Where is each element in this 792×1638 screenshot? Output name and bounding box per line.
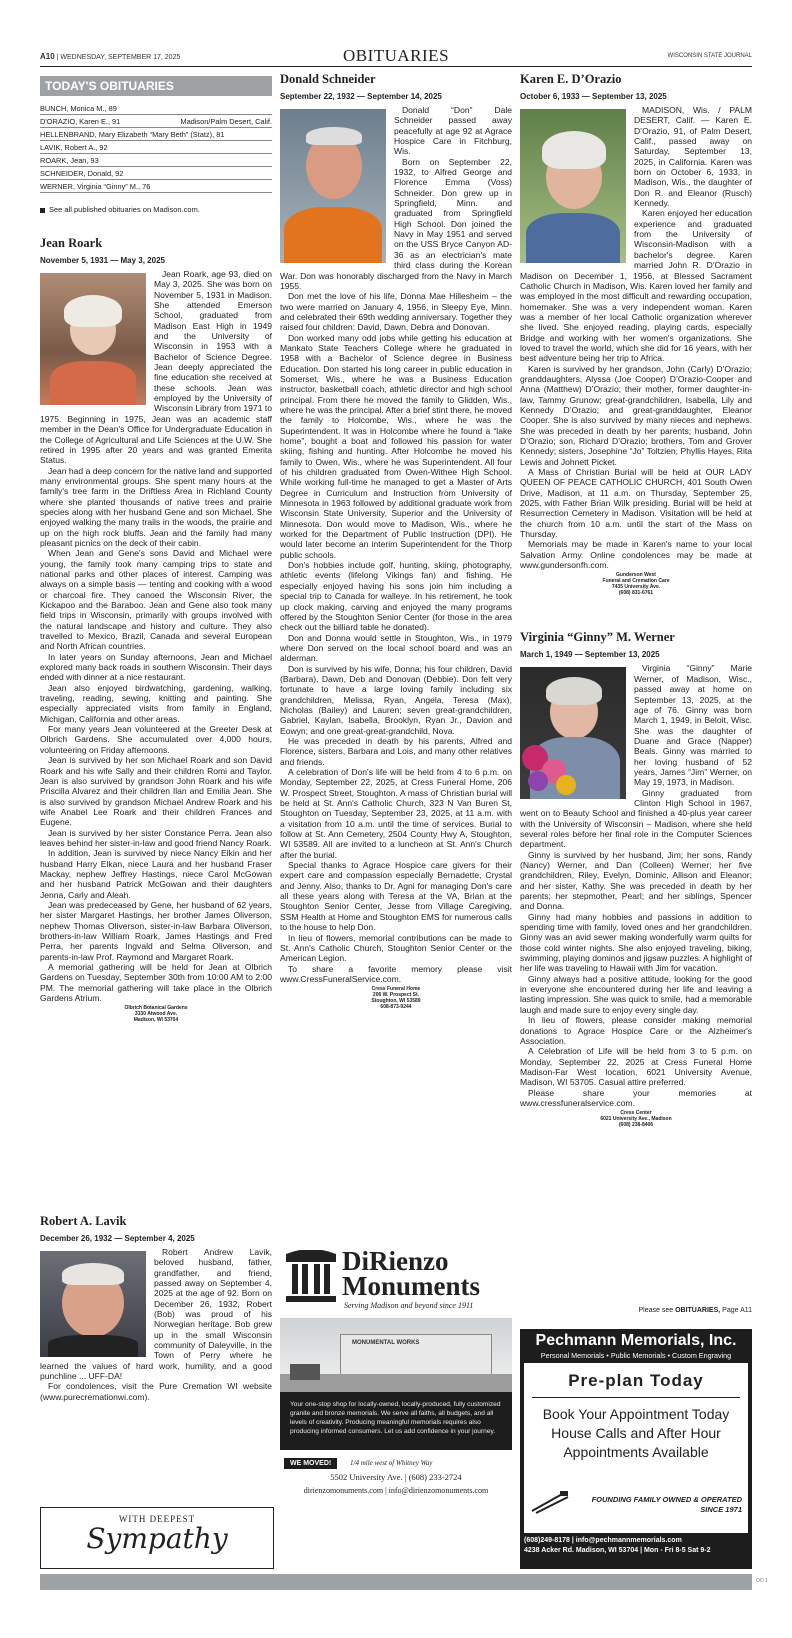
list-item[interactable]: SCHNEIDER, Donald, 92 [40,167,272,180]
sympathy-script: Sympathy [86,1522,228,1555]
masthead [40,46,752,67]
dirienzo-web[interactable]: dirienzomonuments.com | info@dirienzomonuments.com [303,1486,489,1495]
obituary-roark [40,236,272,1023]
pechmann-contact[interactable]: (608)249-8178 | info@pechmannmemorials.com [524,1537,682,1544]
page-label: A10 [40,52,55,61]
obituary-dates: October 6, 1933 — September 13, 2025 [520,92,667,101]
obituary-name: Karen E. D’Orazio [520,72,622,86]
pechmann-panel: Pre-plan Today Book Your Appointment Today House Calls and After Hour Appointments Available FOUNDING FAMILY OWNED & OPERATED SINCE 1971 [524,1363,748,1533]
page-info: A10 | WEDNESDAY, SEPTEMBER 17, 2025 [40,52,181,61]
portrait-photo [40,273,146,405]
column-monument-icon [284,1250,338,1304]
list-item[interactable]: LAVIK, Robert A., 92 [40,141,272,154]
portrait-photo [520,667,626,799]
section-title: OBITUARIES [342,46,450,65]
see-all-link[interactable]: See all published obituaries on Madison.com. [40,205,272,214]
portrait-photo [40,1251,146,1357]
obituary-dorazio [520,72,752,1128]
todays-obituaries-header: TODAY'S OBITUARIES [40,76,272,96]
sympathy-box [40,1507,274,1569]
column-left [40,72,272,1023]
funeral-home-signature: Gunderson West Funeral and Cremation Care 7435 University Ave. (608) 831-6761 [602,572,670,597]
dirienzo-address: 5502 University Ave. | (608) 233-2724 [330,1472,462,1482]
obituary-lavik [40,1214,272,1402]
sympathy-top: WITH DEEPEST [118,1514,196,1524]
pechmann-headline: Pre-plan Today [568,1371,704,1390]
obituary-dates: September 22, 1932 — September 14, 2025 [280,92,442,101]
dirienzo-ad[interactable]: DiRienzo Monuments Serving Madison and beyond since 1911 MONUMENTAL WORKS Your one-stop shop for locally-owned, locally-produced, fully customized granite and bronze memorials. We serve all faiths, all budgets, and all levels of creativity. Producing meaningful memorials requires also producing informed consumers. Let us add confidence in your journey. WE MOVED! 1/4 mile west of Whitney Way 5502 University Ave. | (608) 233-2724 dirienzomonuments.com | info@dirienzomonuments.com [280,1248,512,1568]
publication-name: WISCONSIN STATE JOURNAL [667,53,752,59]
issue-date: WEDNESDAY, SEPTEMBER 17, 2025 [60,54,181,61]
portrait-photo [280,109,386,263]
funeral-home-signature: Olbrich Botanical Gardens 3330 Atwood Ave. Madison, WI 53704 [124,1005,188,1024]
dirienzo-blurb: Your one-stop shop for locally-owned, locally-produced, fully customized granite and bronze memorials. We serve all faiths, all budgets, and all levels of creativity. Producing meaningful memorials requires also producing informed consumers. Let us add confidence in your journey. [280,1392,512,1450]
pechmann-name: Pechmann Memorials, Inc. [535,1332,737,1349]
continued-note[interactable]: Please see OBITUARIES, Page A11 [638,1307,752,1314]
funeral-home-signature: Cress Funeral Home 206 W. Prospect St. Stoughton, WI 53589 608-873-9244 [371,986,421,1011]
obituary-body: MADISON, Wis. / PALM DESERT, Calif. — Karen E. D’Orazio, 91, of Palm Desert, Calif., passed away on Saturday, September 13, 2025, in California. Karen was born on October 6, 1933, in Madison, Wis., the daughter of Don R. and Eleanor (Rusch) Kennedy. Karen enjoyed her education experience and graduated from the University of Wisconsin-Madison with a bachelor's degree. Karen married John R. D’Orazio in Madison on December 1, 1956, at Blessed Sacrament Catholic Church in Madison, Wis. Karen loved her family and was employed in the most difficult and rewarding occupation, homemaker. She was a very independent woman. Karen was a member of her local Catholic organization wherever she lived. She enjoyed reading, playing cards, especially Bridge and working with her women's organizations. She loved to travel the world, which she did for 16 years, with her best adventure being her trip to Africa. Karen is survived by her grandson, John (Carly) D’Orazio; granddaughters, Alyssa (Joe Cooper) D’Orazio-Cooper and Anna (Matthew) D’Orazio; their mother, former daughter-in-law, Tammy Grunow; great-grandchildren, Isabella, Lily and Kennedy D’Orazio; and great-granddaughter, Eleanor Cooper. She is also survived by many nieces and nephews. She was preceded in death by her parents; husband, John D’Orazio; son, Richard D’Orazio; brothers, Tom and Grover Kennedy; sisters, Josephine “Jo” Toltzien, Phyllis Hayes, Rita Lewis and Johnett Picket. A Mass of Christian Burial will be held at OUR LADY QUEEN OF PEACE CATHOLIC CHURCH, 401 South Owen Drive, Madison, at 11 a.m. on Thursday, September 25, 2025, with Father Brian Wilk presiding. Burial will be held at Resurrection Cemetery in Madison. Visitation will be held at the church from 10 a.m. until the start of the Mass on Thursday. Memorials may be made in Karen's name to your local Salvation Army. Online condolences may be made at www.gundersonfh.com. [520,105,752,571]
portrait-photo [520,109,626,263]
obituary-name: Virginia “Ginny” M. Werner [520,630,675,645]
obituary-name: Robert A. Lavik [40,1214,127,1228]
obituary-werner [520,630,752,1128]
obituary-body: Jean Roark, age 93, died on May 3, 2025. She was born on November 5, 1931 in Madison. She attended Emerson School, graduated from Madison East High in 1949 and the University of Wisconsin in 1953 with a Bachelor of Science Degree. Jean deeply appreciated the fine education she received at these schools. Jean was employed by the University of Wisconsin Library from 1971 to 1975. Beginning in 1975, Jean was an academic staff member in the Dean's Office for Undergraduate Education in the College of Agricultural and Life Sciences at the U.W. She retired in 1995 after 20 years and was granted Emerita Status. Jean had a deep concern for the native land and supported many environmental groups. She spent many hours at the family's tree farm in the Driftless Area in Richland County where she planted thousands of native trees and prairie species along with her husband Gene and son Michael. She enjoyed walking the many trails in the woods, the prairie and up on the high rock bluffs. Jean and the family had many pleasant picnics on the deck of their cabin. When Jean and Gene's sons David and Michael were young, the family took many camping trips to state and national parks and other places of interest. Camping was always on a simple basis — tenting and cooking with a wood or charcoal fire. They canoed the Wisconsin River, the Kickapoo and the Baraboo. Jean and Gene also took many field trips in Wisconsin, primarily with groups involved with the natural landscape and history and culture. They also travelled to Mexico, Brazil, Canada and several European and North African countries. In later years on Sunday afternoons, Jean and Michael explored many back roads in southern Wisconsin. Their days ended with dinner at a nice restaurant. Jean also enjoyed birdwatching, gardening, walking, traveling, reading, sewing, knitting and painting. She especially appreciated visits from family in England, Michigan, California and other areas. For many years Jean volunteered at the Greeter Desk at Olbrich Gardens. She accumulated over 4,000 hours, volunteering on Friday afternoons. Jean is survived by her son Michael Roark and son David Roark and his wife Sally and their children Romi and Taylor. Jean is also survived by grandson John Roark and his wife Priscilla Alvarez and their children Ilan and Emilia Jean. She is also survived by grandson Michael Andrew Roark and his wife Anabel Lee Roark and their children Frances and Eugene. Jean is survived by her sister Constance Perra. Jean also leaves behind her sister-in-law and good friend Nancy Roark. In addition, Jean is survived by niece Nancy Elkin and her husband Harry Elkan, niece Laura and her husband Fraser Mackay, nephew Jeffrey Hastings, niece Carol McGowan and her husband Patrick McGowan and their daughters Jenna, Carly and Aleah. Jean was predeceased by Gene, her husband of 62 years, her sister Margaret Hastings, her brother James Oliverson, nephew Thomas Oliverson, sister-in-law Barbara Oliverson, brothers-in-law William Roark, James Hastings and Fred Perra, her parents Ingvald and Selma Oliverson, and parents-in-law Prof. Raymond and Margaret Roark. A memorial gathering will be held for Jean at Olbrich Gardens on Tuesday, September 30th from 10:00 AM to 2:00 PM. The memorial gathering will take place in the Olbrich Gardens Atrium. [40,269,272,1004]
dirienzo-logo: DiRienzo Monuments Serving Madison and beyond since 1911 [280,1248,512,1308]
obituary-body: Virginia “Ginny” Marie Werner, of Madison, Wisc., passed away at home on September 13, 2025, at the age of 76. Ginny was born March 1, 1949, in Beloit, Wisc. She was the daughter of Duane and Grace (Napper) Beals. Ginny was married to her loving husband of 52 years, James “Jim” Werner, on May 19, 1973, in Madison. Ginny graduated from Clinton High School in 1967, went on to Beauty School and finished a 40-plus year career with the University of Wisconsin – Madison, where she held several roles before her final role in the Computer Sciences department. Ginny is survived by her husband, Jim; her sons, Randy (Nancy) Werner, and Dan (Colleen) Werner; her five grandchildren, Riley, Evelyn, Dominic, Allison and Eleanor; and her sister, Kathy. She was preceded in death by her parents; her stepmother, Pearl; and her siblings, Spencer and Donna. Ginny had many hobbies and passions in addition to spending time with family, loved ones and her grandchildren. Ginny was an avid sewer making wonderfully warm quilts for those cold winter nights. She also enjoyed traveling, biking, swimming, playing dominos and jigsaw puzzles. A highlight of her life was traveling to Hawaii with Jim for vacation. Ginny always had a positive attitude, looking for the good in everyone she encountered during her life and leaving a lasting impression. She was quick to smile, had a memorable laugh and made sure to enjoy every single day. In lieu of flowers, please consider making memorial donations to Agrace Hospice Care or the Alzheimer's Association. A Celebration of Life will be held from 3 to 5 p.m. on Monday, September 22, 2025 at Cress Funeral Home Madison-Far West location, 6021 University Avenue, Madison, WI 53705. Casual attire preferred. Please share your memories at www.cressfuneralservice.com. [520,663,752,1108]
obituary-dates: March 1, 1949 — September 13, 2025 [520,650,660,660]
list-item[interactable]: BUNCH, Monica M., 89 [40,102,272,115]
page-mark: OO 1 [756,1578,768,1584]
obituary-body: Robert Andrew Lavik, beloved husband, father, grandfather, and friend, passed away on September 4, 2025 at the age of 92. Born on December 26, 1932, Robert (Bob) was proud of his Norwegian heritage. Bob grew up in the small Wisconsin community of Daleyville, in the Town of Perry where he learned the values of hard work, humility, and a good punchline ... UFF-DA! For condolences, visit the Pure Cremation WI website (www.purecremationwi.com). [40,1247,272,1402]
obituary-dates: November 5, 1931 — May 3, 2025 [40,256,165,265]
list-item[interactable]: ROARK, Jean, 93 [40,154,272,167]
obituary-schneider [280,72,512,1010]
shop-photo: MONUMENTAL WORKS [280,1318,512,1392]
pechmann-ad[interactable] [520,1329,752,1569]
obituary-name: Jean Roark [40,236,103,250]
obituary-name: Donald Schneider [280,72,376,86]
funeral-home-signature: Cress Center 6021 University Ave., Madison (608) 238-8406 [600,1110,672,1129]
bullet-square-icon [40,208,45,213]
chisel-tools-icon [530,1489,570,1515]
pechmann-address: 4238 Acker Rd. Madison, WI 53704 | Mon - Fri 8-5 Sat 9-2 [524,1547,711,1554]
list-item[interactable]: WERNER, Virginia “Ginny” M., 76 [40,180,272,193]
obituary-body: Donald “Don” Dale Schneider passed away peacefully at age 92 at Agrace Hospice Care in Fitchburg, Wis. Born on September 22, 1932, to Alfred George and Florence Emma (Voss) Schneider. Don grew up in Springfield, Minn. and graduated from Springfield High School. Don joined the Navy in May 1951 and served on the USS Bryce Canyon AD-36 as an electrician's mate third class during the Korean War. Don was honorably discharged from the Navy in March 1955. Don met the love of his life, Donna Mae Hillesheim – the two were married on January 4, 1956, in Sleepy Eye, Minn. and celebrated their 69th wedding anniversary. Together they raised four children: David, Dawn, Debra and Donovan. Don worked many odd jobs while getting his education at Mankato State Teachers College where he graduated in 1958 with a Bachelor of Science degree in Business Education. Don started his long career in public education in Somerset, Wis., where he was a Business Education instructor, basketball coach, athletic director and high school principal. From there he moved the family to Glidden, Wis., where he was the principal. After a brief stint there, he moved the family to Holcombe, Wis., where he was the Superintendent. It was in Holcombe where he found a “lake home”, bought a boat and followed his passion for water skiing, fishing and hunting. After Holcombe he moved his family to Owen, Wis., where he was Superintendent. All four of his children graduated from Owen-Withee High School. While working full-time he managed to get a Master of Arts Degree in Curriculum and Instruction from University of Minnesota in 1963 followed by additional graduate work from Wisconsin State University, Superior and the University of Minnesota. Don would move to Madison, Wis., where he worked for the Department of Public Instruction (DPI). He would later become an interim Superintendent for the Thorp public schools. Don's hobbies include golf, hunting, skiing, photography, athletic events (lifelong Vikings fan) and fishing. He especially enjoyed having his sons join him including a special trip to Canada for walleye. In his retirement, he took up clock making, carving and enjoyed the many programs offered by the Stoughton Senior Center (for those in the area check out the billiard table he donated). Don and Donna would settle in Stoughton, Wis., in 1979 where Don served on the local school board and was an alderman. Don is survived by his wife, Donna; his four children, David (Barbara), Dawn, Deb and Donovan (Debbie). Don felt very fortunate to have a large loving family including six grandchildren, Melissa, Ryan, Angela, Teresa (Max), Nicholas (Bailey) and Lauren; seven great-grandchildren, Gabriel, Kaylan, Isabella, Brooklyn, Ryan Jr., Davion and Eowyn; and one great-great-grandchild, Nova. He was preceded in death by his parents, Alfred and Florence, sisters, Barbara and Lois, and many other relatives and friends. A celebration of Don's life will be held from 4 to 6 p.m. on Monday, September 22, 2025, at Cress Funeral Home, 206 W. Prospect Street, Stoughton. A mass of Christian burial will be held at St. Ann's Catholic Church, 323 N Van Buren St, Stoughton on Tuesday, September 23, 2025, at 11 a.m. with a visitation from 10 a.m. until the time of services. Burial to follow at St. Ann Cemetery, 2504 County Hwy A, Stoughton, WI 53589. All are invited to a luncheon at St. Ann's Church after the burial. Special thanks to Agrace Hospice care givers for their expert care and compassion especially Bernadette, Crystal and Jenny. Also, thanks to Dr. Agni for managing Don's care all these years along with Teresa at the VA, Brian at the Stoughton Senior Center, Jesse from Village Caregiving, SSM Health at Home and Stoughton EMS for numerous calls to the house to help Don. In lieu of flowers, memorial contributions can be made to St. Ann's Catholic Church, Stoughton Senior Center or the American Legion. To share a favorite memory please visit www.CressFuneralService.com. [280,105,512,984]
todays-obituaries-list [40,102,272,193]
footer-bar [40,1574,752,1590]
pechmann-services: Personal Memorials • Public Memorials • Custom Engraving [540,1351,732,1360]
list-item[interactable]: D'ORAZIO, Karen E., 91 Madison/Palm Desert, Calif. [40,115,272,128]
obituary-dates: December 26, 1932 — September 4, 2025 [40,1234,195,1243]
list-item[interactable]: HELLENBRAND, Mary Elizabeth “Mary Beth” (Statz), 81 [40,128,272,141]
we-moved-badge: WE MOVED! [284,1458,337,1469]
